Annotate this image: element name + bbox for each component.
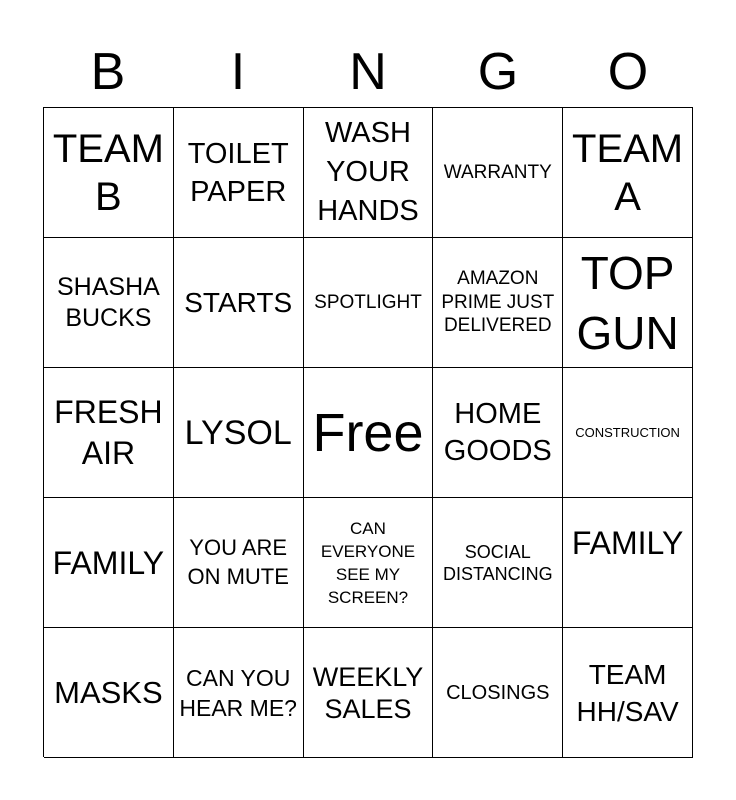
bingo-cell[interactable] — [433, 368, 563, 498]
cell-label: SHASHA BUCKS — [56, 272, 160, 332]
cell-label: HOME GOODS — [443, 397, 552, 467]
bingo-cell[interactable] — [304, 238, 434, 368]
bingo-header — [43, 40, 693, 104]
header-letter-b: B — [90, 43, 126, 101]
cell-label: TEAM A — [572, 126, 684, 219]
grid-row — [44, 108, 693, 238]
grid-row — [44, 498, 693, 628]
bingo-cell[interactable] — [304, 498, 434, 628]
cell-label: FRESH AIR — [54, 393, 163, 471]
cell-label: CONSTRUCTION — [575, 424, 680, 440]
bingo-cell[interactable] — [433, 238, 563, 368]
bingo-cell[interactable] — [304, 108, 434, 238]
cell-label: WEEKLY SALES — [312, 661, 424, 724]
cell-label: WASH YOUR HANDS — [317, 117, 419, 227]
bingo-cell[interactable] — [174, 628, 304, 758]
bingo-cell[interactable] — [44, 238, 174, 368]
bingo-cell[interactable] — [174, 368, 304, 498]
bingo-cell[interactable] — [174, 238, 304, 368]
header-letter-n: N — [349, 43, 387, 101]
grid-row — [44, 368, 693, 498]
bingo-cell[interactable] — [563, 498, 693, 628]
cell-label: FAMILY — [571, 524, 684, 561]
cell-label: STARTS — [184, 286, 293, 318]
free-space[interactable] — [304, 368, 434, 498]
grid-row — [44, 628, 693, 758]
cell-label: SOCIAL DISTANCING — [442, 541, 553, 584]
cell-label: SPOTLIGHT — [314, 291, 422, 313]
cell-label: CAN EVERYONE SEE MY SCREEN? — [320, 518, 416, 607]
cell-label: MASKS — [54, 674, 163, 710]
bingo-cell[interactable] — [563, 108, 693, 238]
bingo-cell[interactable] — [433, 498, 563, 628]
cell-label: CAN YOU HEAR ME? — [179, 664, 297, 721]
cell-label: Free — [312, 402, 424, 463]
cell-label: AMAZON PRIME JUST DELIVERED — [441, 268, 555, 337]
cell-label: FAMILY — [52, 544, 165, 581]
cell-label: CLOSINGS — [446, 681, 550, 704]
bingo-cell[interactable] — [433, 628, 563, 758]
bingo-cell[interactable] — [563, 628, 693, 758]
cell-label: TEAM B — [52, 126, 164, 219]
cell-label: TEAM HH/SAV — [576, 658, 679, 727]
cell-label: TOP GUN — [576, 246, 679, 359]
bingo-cell[interactable] — [563, 238, 693, 368]
bingo-cell[interactable] — [174, 108, 304, 238]
bingo-cell[interactable] — [433, 108, 563, 238]
bingo-cell[interactable] — [44, 108, 174, 238]
cell-label: TOILET PAPER — [187, 137, 289, 208]
header-letter-o: O — [607, 43, 649, 101]
cell-label: WARRANTY — [443, 161, 552, 183]
header-letter-i: I — [230, 43, 246, 101]
bingo-grid — [43, 107, 693, 757]
cell-label: LYSOL — [184, 413, 292, 452]
bingo-cell[interactable] — [44, 498, 174, 628]
bingo-cell[interactable] — [304, 628, 434, 758]
bingo-cell[interactable] — [174, 498, 304, 628]
cell-label: YOU ARE ON MUTE — [187, 535, 289, 589]
grid-row — [44, 238, 693, 368]
bingo-cell[interactable] — [563, 368, 693, 498]
bingo-cell[interactable] — [44, 628, 174, 758]
header-letter-g: G — [477, 43, 519, 101]
bingo-cell[interactable] — [44, 368, 174, 498]
